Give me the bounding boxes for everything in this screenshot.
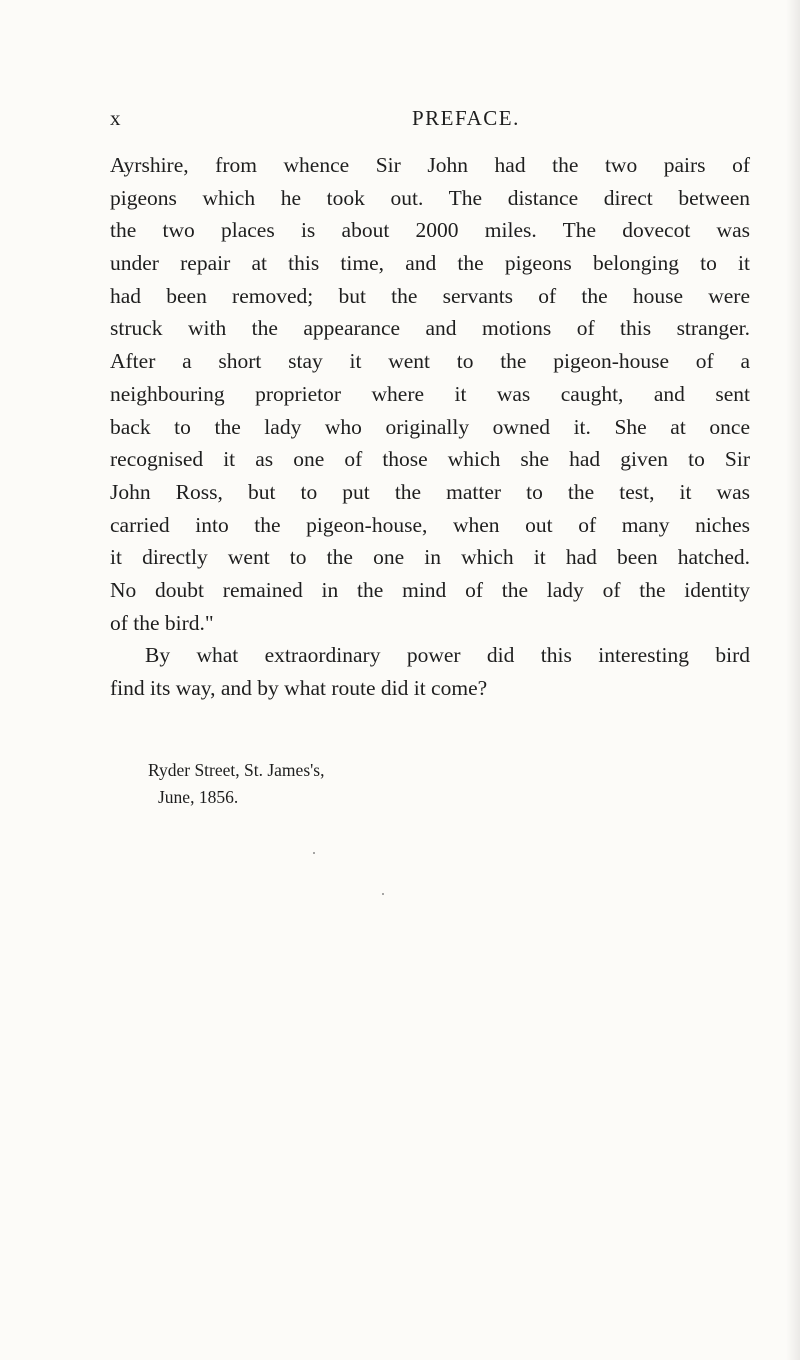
paper-speck: [382, 893, 384, 895]
paragraph-1: [110, 149, 750, 639]
text-line: recognised it as one of those which she had given to Sir: [110, 447, 750, 472]
text-line: struck with the appearance and motions of this stranger.: [110, 316, 750, 341]
text-line: of the bird.": [110, 610, 214, 635]
signature-block: [148, 757, 324, 811]
paper-speck: [313, 852, 315, 854]
text-line: No doubt remained in the mind of the lady of the identity: [110, 577, 750, 602]
text-line: under repair at this time, and the pigeons belonging to it: [110, 251, 750, 276]
page-header: [110, 106, 750, 134]
paragraph-2: [110, 639, 750, 704]
text-line: neighbouring proprietor where it was caught, and sent: [110, 381, 750, 406]
text-line: carried into the pigeon-house, when out of many niches: [110, 512, 750, 537]
text-line: John Ross, but to put the matter to the test, it was: [110, 479, 750, 504]
text-line: had been removed; but the servants of the house were: [110, 283, 750, 308]
text-line: find its way, and by what route did it come?: [110, 676, 488, 700]
text-line: pigeons which he took out. The distance direct between: [110, 185, 750, 210]
text-line: it directly went to the one in which it had been hatched.: [110, 545, 750, 570]
text-line: After a short stay it went to the pigeon-house of a: [110, 349, 750, 374]
page-number: x: [110, 106, 122, 130]
body-text: [110, 149, 750, 705]
page-edge-shadow: [786, 0, 800, 1360]
text-line: By what extraordinary power did this interesting bird: [145, 643, 750, 668]
text-line: back to the lady who originally owned it. She at once: [110, 414, 750, 439]
signature-date: June, 1856.: [158, 787, 239, 807]
signature-address: Ryder Street, St. James's,: [148, 760, 325, 780]
running-head: PREFACE.: [412, 106, 520, 130]
text-line: Ayrshire, from whence Sir John had the two pairs of: [110, 153, 750, 177]
text-line: the two places is about 2000 miles. The dovecot was: [110, 218, 750, 243]
